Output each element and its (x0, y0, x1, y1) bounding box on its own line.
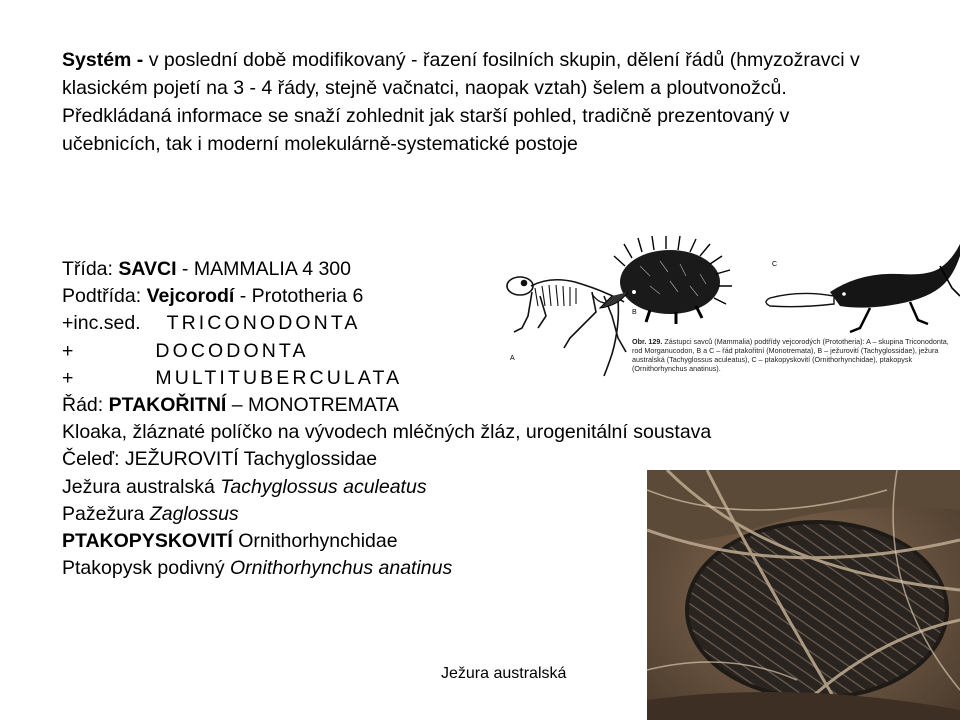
caption-text: Zástupci savců (Mammalia) podtřídy vejcorodých (Prototheria): A – skupina Triconodonta, rod Morganucodon, B a C – řád ptakořitní (Monotremata), B – ježurovití (Tachyglossidae), ježura australská (Tachyglossus aculeatus), C – ptakopyskovití (Ornithorhynchidae), ptakopysk (Ornithorhynchus anatinus). (632, 337, 949, 373)
ptakopyskoviti-latin: Ornithorhynchidae (232, 530, 398, 553)
trida-name: SAVCI (118, 258, 177, 280)
celed-line: Čeleď: JEŽUROVITÍ Tachyglossidae (62, 448, 378, 471)
rad-line (62, 392, 942, 419)
plus-marker: + (62, 339, 74, 362)
kloaka-line: Kloaka, žláznaté políčko na vývodech mléčných žláz, urogenitální soustava (62, 421, 712, 444)
rad-name: PTAKOŘITNÍ (108, 394, 227, 417)
multituberculata-name: MULTITUBERCULATA (155, 366, 403, 389)
ptakopysk-czech-name: Ptakopysk podivný (62, 557, 231, 580)
pajezura-czech-name: Pažežura (62, 502, 150, 525)
podtrida-label: Podtřída: (62, 285, 147, 308)
jezura-czech-name: Ježura australská (62, 475, 221, 498)
podtrida-rest: - Prototheria 6 (234, 285, 364, 308)
intro-lead: Systém - (62, 49, 144, 71)
rad-rest: – MONOTREMATA (226, 394, 399, 417)
trida-rest: - MAMMALIA 4 300 (176, 258, 351, 280)
jezura-latin-name: Tachyglossus aculeatus (220, 475, 427, 498)
figure-caption (632, 337, 954, 373)
plus-marker: + (62, 366, 74, 389)
pajezura-latin-name: Zaglossus (149, 502, 239, 525)
ptakopyskoviti-name: PTAKOPYSKOVITÍ (62, 530, 233, 553)
photo-caption: Ježura australská (441, 665, 567, 682)
label-b: B (632, 309, 637, 316)
platypus-illustration (766, 244, 960, 332)
morganucodon-skeleton-illustration (507, 277, 626, 376)
intro-paragraph (62, 46, 892, 158)
incsed-label: +inc.sed. (62, 312, 141, 335)
ptakopysk-latin-name: Ornithorhynchus anatinus (230, 557, 453, 580)
label-c: C (772, 261, 778, 268)
label-a: A (510, 355, 515, 362)
triconodonta-name: TRICONODONTA (166, 312, 361, 335)
echidna-photo-image (647, 470, 960, 720)
docodonta-name: DOCODONTA (155, 339, 309, 362)
rad-label: Řád: (62, 394, 109, 417)
echidna-photo (647, 470, 960, 720)
trida-label: Třída: (62, 258, 119, 280)
echidna-illustration (600, 236, 732, 324)
intro-text: v poslední době modifikovaný - řazení fosilních skupin, dělení řádů (hmyzožravci v klasickém pojetí na 3 - 4 řády, stejně vačnatci, naopak vztah) šelem a ploutvonožců. Předkládaná informace se snaží zohlednit jak starší pohled, tradičně prezentovaný v učebnicích, tak i moderní molekulárně-systematické postoje (62, 49, 860, 155)
podtrida-name: Vejcorodí (146, 285, 235, 308)
caption-lead: Obr. 129. (632, 337, 663, 346)
